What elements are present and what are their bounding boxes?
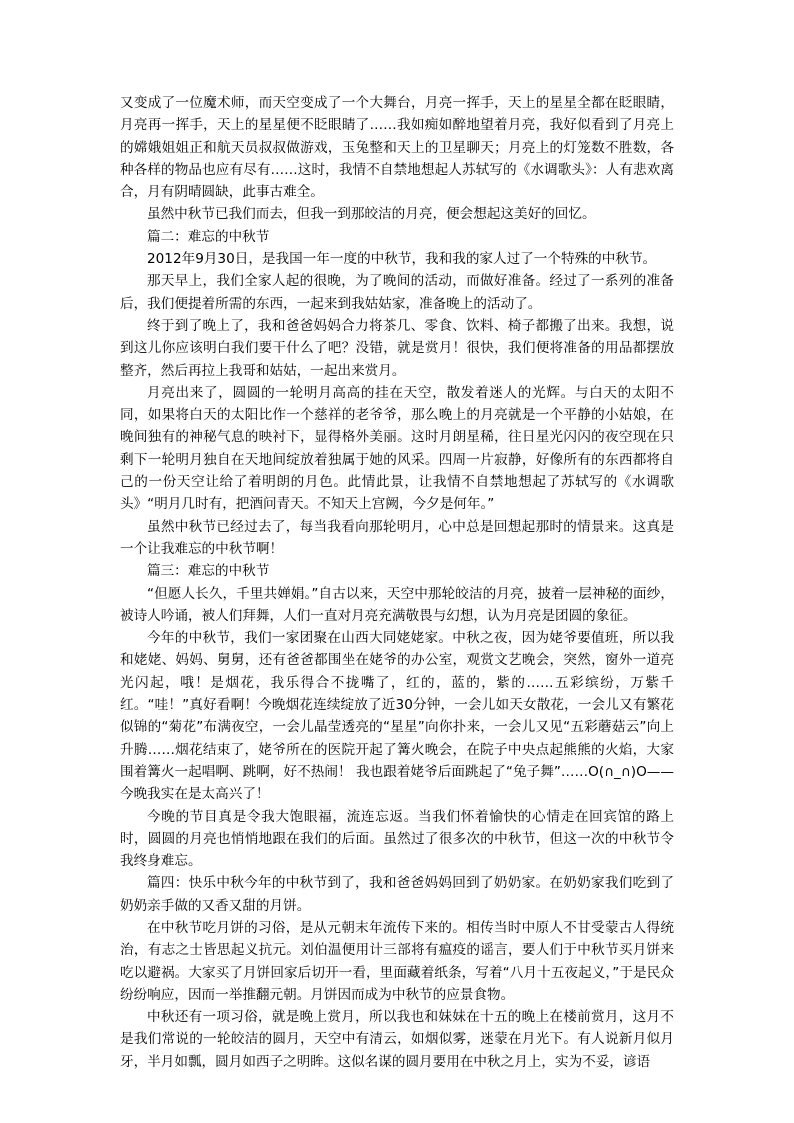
paragraph-4: 那天早上，我们全家人起的很晚，为了晚间的活动，而做好准备。经过了一系列的准备后，我们便提着所需的东西，一起来到我姑姑家，准备晚上的活动了。 — [120, 273, 674, 312]
paragraph-7: 虽然中秋节已经过去了，每当我看向那轮明月，心中总是回想起那时的情景来。这真是一个让我难忘的中秋节啊！ — [120, 518, 674, 557]
section-heading-2: 篇二：难忘的中秋节 — [147, 228, 270, 245]
paragraph-9: 今年的中秋节，我们一家团聚在山西大同姥姥家。中秋之夜，因为姥爷要值班，所以我和姥姥、妈妈、舅舅，还有爸爸都围坐在姥爷的办公室，观赏文艺晚会，突然，窗外一道亮光闪起，哦！是烟花，我乐得合不拢嘴了，红的，蓝的，紫的……五彩缤纷，万紫千红。“哇！”真好看啊！今晚烟花连续绽放了近30分钟，一会儿如天女散花，一会儿又有繁花似锦的“菊花”布满夜空，一会儿晶莹透亮的“星星”向你扑来，一会儿又见“五彩蘑菇云”向上升腾……烟花结束了，姥爷所在的医院开起了篝火晚会，在院子中央点起熊熊的火焰，大家围着篝火一起唱啊、跳啊，好不热闹！ 我也跟着姥爷后面跳起了“兔子舞”……O(∩_∩)O——今晚我实在是太高兴了！ — [120, 630, 674, 803]
section-heading-3: 篇三：难忘的中秋节 — [147, 563, 270, 580]
paragraph-13: 中秋还有一项习俗，就是晚上赏月，所以我也和妹妹在十五的晚上在楼前赏月，这月不是我们常说的一轮皎洁的圆月，天空中有清云，如烟似雾，迷蒙在月光下。有人说新月似月牙，半月如瓢，圆月如西子之明眸。这似名谋的圆月要用在中秋之月上，实为不妥，谚语 — [120, 1009, 674, 1070]
paragraph-10: 今晚的节目真是令我大饱眼福，流连忘返。当我们怀着愉快的心情走在回宾馆的路上时，圆圆的月亮也悄悄地跟在我们的后面。虽然过了很多次的中秋节，但这一次的中秋节令我终身难忘。 — [120, 808, 674, 870]
paragraph-2: 虽然中秋节已我们而去，但我一到那皎洁的月亮，便会想起这美好的回忆。 — [147, 206, 596, 223]
paragraph-8: “但愿人长久，千里共婵娟。”自古以来，天空中那轮皎洁的月亮，披着一层神秘的面纱，被诗人吟诵，被人们拜舞，人们一直对月亮充满敬畏与幻想，认为月亮是团圆的象征。 — [120, 585, 674, 624]
document-body — [120, 92, 674, 1073]
paragraph-6: 月亮出来了，圆圆的一轮明月高高的挂在天空，散发着迷人的光辉。与白天的太阳不同，如果将白天的太阳比作一个慈祥的老爷爷，那么晚上的月亮就是一个平静的小姑娘，在晚间独有的神秘气息的映衬下，显得格外美丽。这时月朗星稀，往日星光闪闪的夜空现在只剩下一轮明月独自在天地间绽放着独属于她的风采。四周一片寂静，好像所有的东西都将自己的一份天空让给了着明朗的月色。此情此景，让我情不自禁地想起了苏轼写的《水调歌头》“明月几时有，把酒问青天。不知天上宫阙，今夕是何年。” — [120, 384, 674, 513]
paragraph-12: 在中秋节吃月饼的习俗，是从元朝末年流传下来的。相传当时中原人不甘受蒙古人得统治，有志之士皆思起义抗元。刘伯温便用计三部将有瘟疫的谣言，要人们于中秋节买月饼来吃以避祸。大家买了月饼回家后切开一看，里面藏着纸条，写着“八月十五夜起义，”于是民众纷纷响应，因而一举推翻元朝。月饼因而成为中秋节的应景食物。 — [120, 919, 674, 1003]
paragraph-1: 又变成了一位魔术师，而天空变成了一个大舞台，月亮一挥手，天上的星星全都在眨眼睛，月亮再一挥手，天上的星星便不眨眼睛了……我如痴如醉地望着月亮，我好似看到了月亮上的嫦娥姐姐正和航天员叔叔做游戏，玉兔整和天上的卫星聊天；月亮上的灯笼数不胜数，各种各样的物品也应有尽有……这时，我情不自禁地想起人苏轼写的《水调歌头》：人有悲欢离合，月有阴晴圆缺，此事古难全。 — [120, 95, 674, 201]
paragraph-5: 终于到了晚上了，我和爸爸妈妈合力将茶几、零食、饮料、椅子都搬了出来。我想，说到这儿你应该明白我们要干什么了吧？没错，就是赏月！很快，我们便将准备的用品都摆放整齐，然后再拉上我哥和姑姑，一起出来赏月。 — [120, 317, 674, 379]
paragraph-11: 篇四：快乐中秋今年的中秋节到了，我和爸爸妈妈回到了奶奶家。在奶奶家我们吃到了奶奶亲手做的又香又甜的月饼。 — [120, 875, 674, 914]
paragraph-3: 2012年9月30日，是我国一年一度的中秋节，我和我的家人过了一个特殊的中秋节。 — [147, 251, 657, 268]
